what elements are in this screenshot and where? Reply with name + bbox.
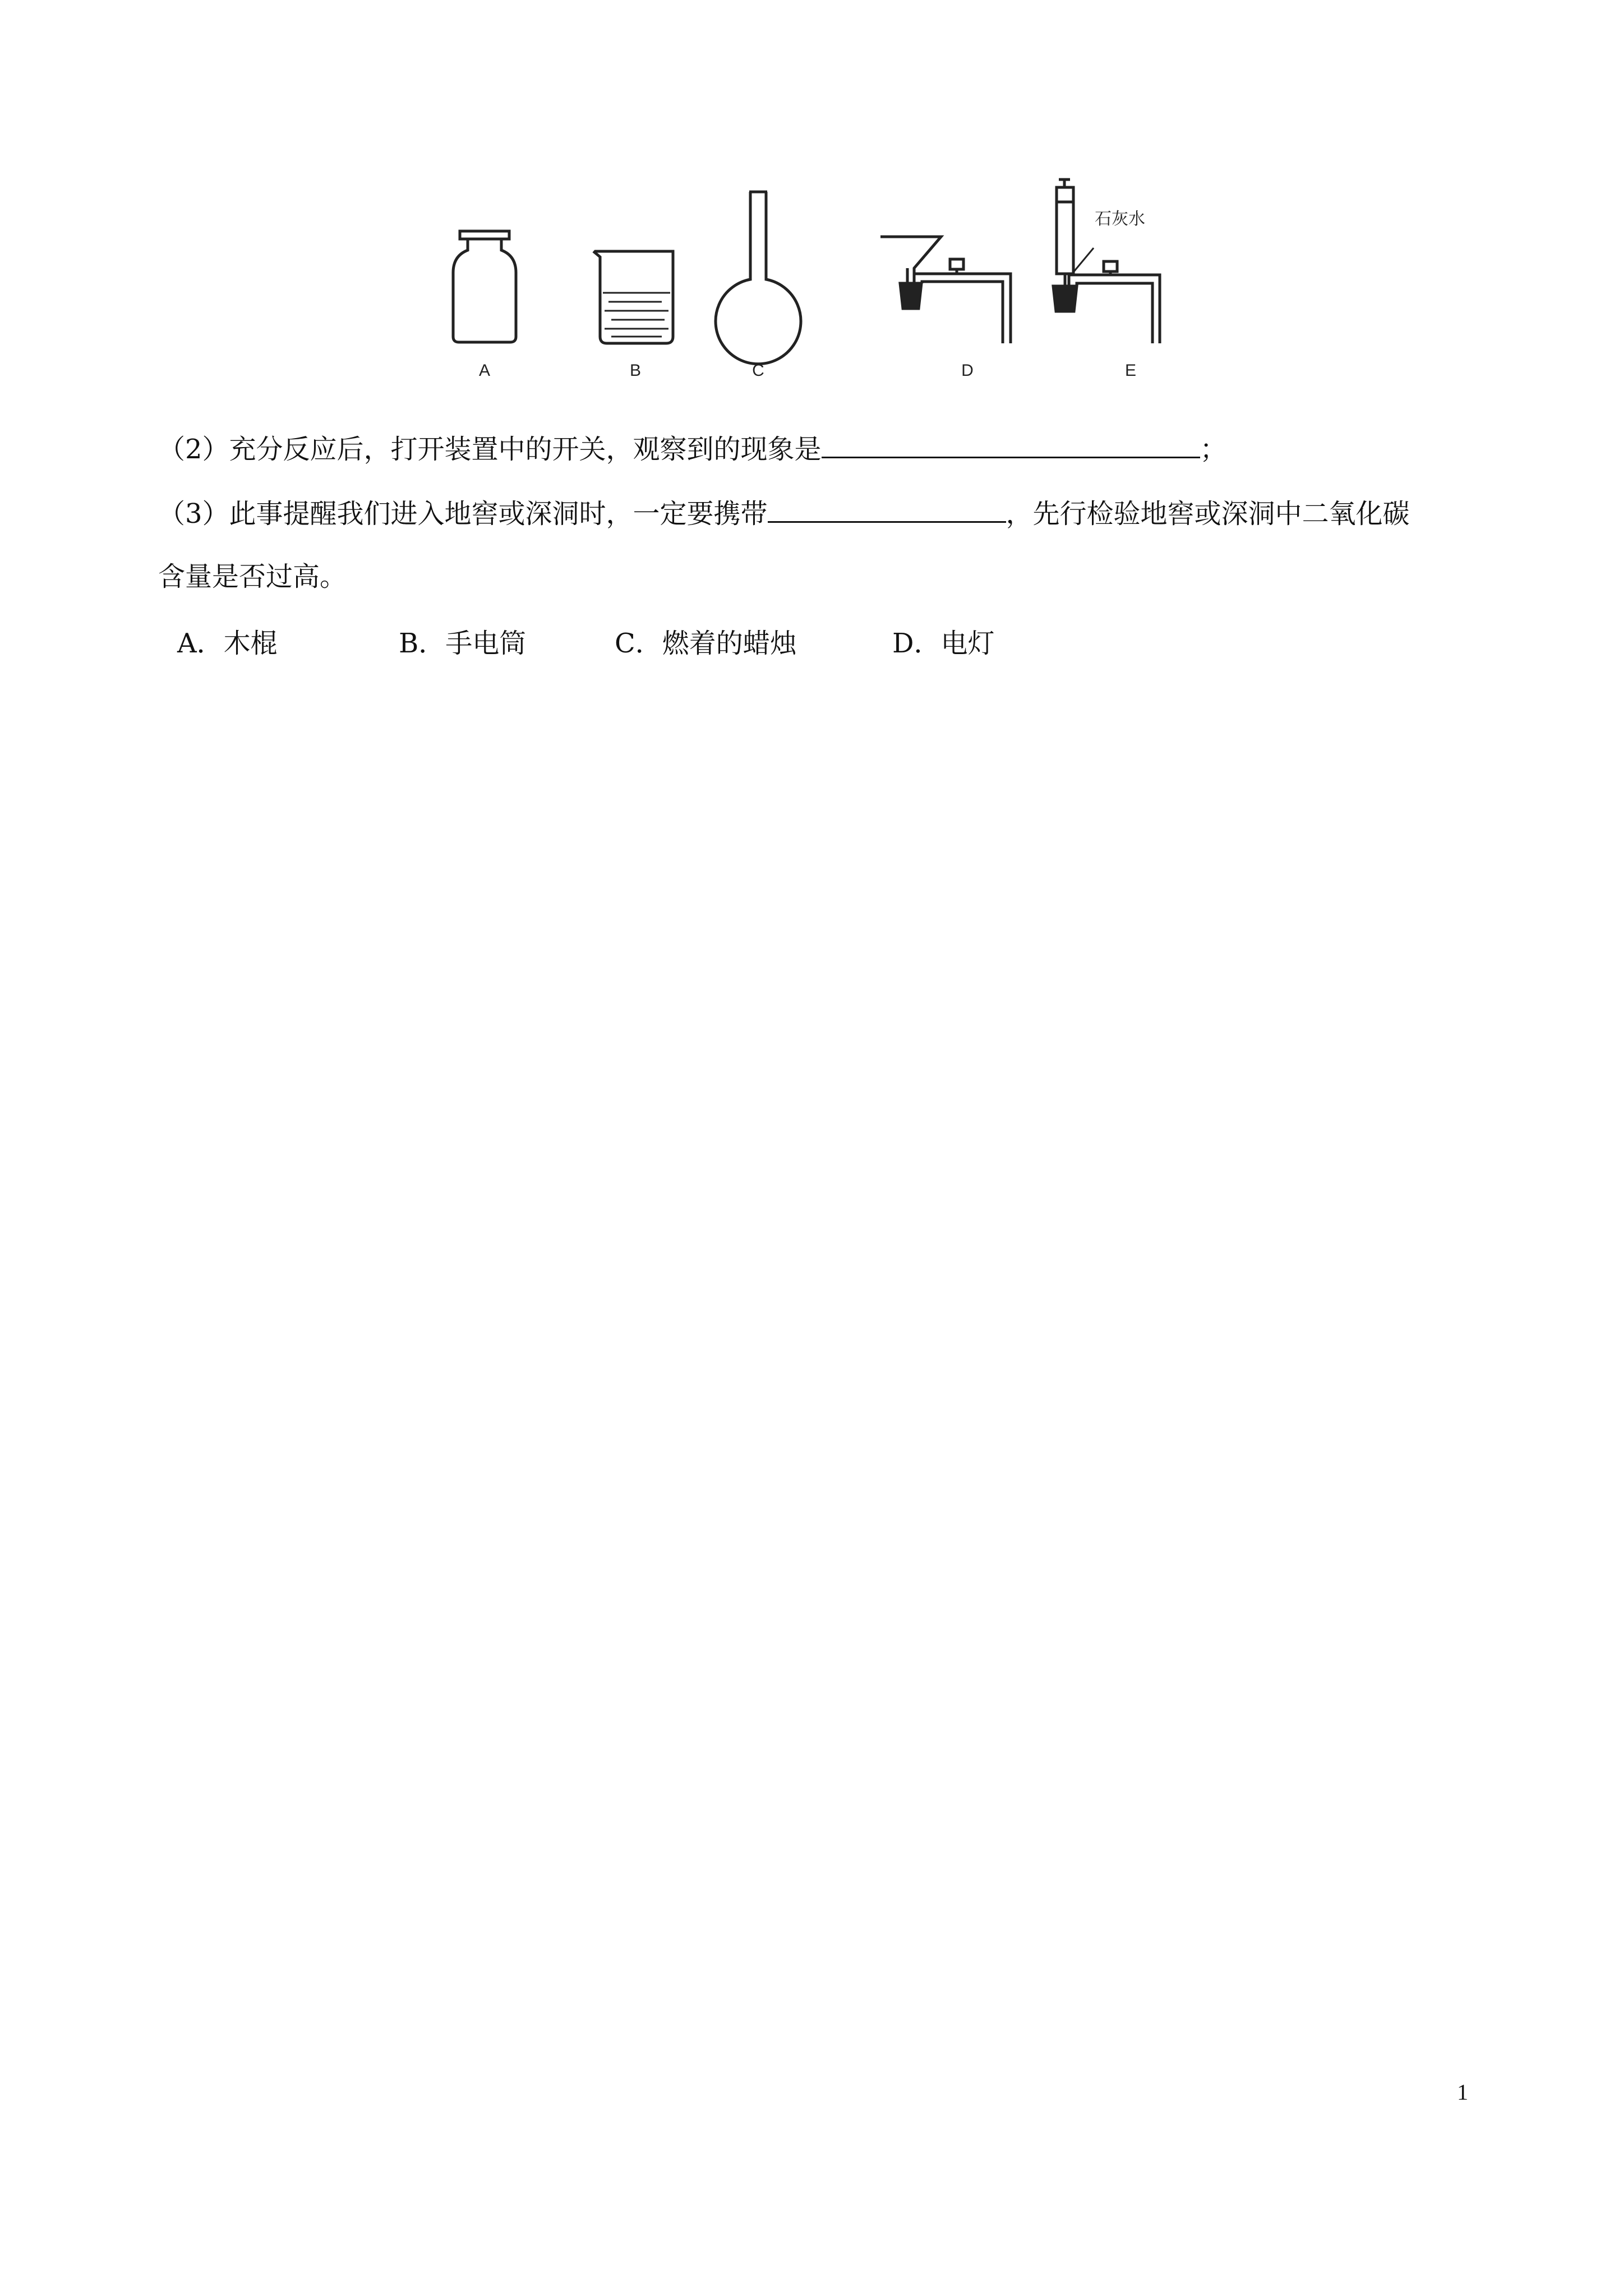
funnel-apparatus-icon bbox=[880, 237, 1011, 343]
answer-blank-3[interactable] bbox=[768, 495, 1006, 523]
option-c[interactable]: C．燃着的蜡烛 bbox=[615, 628, 797, 659]
question-3-continued bbox=[158, 560, 347, 593]
option-a[interactable]: A．木棍 bbox=[177, 628, 278, 659]
beaker-icon bbox=[593, 251, 673, 343]
option-b[interactable]: B．手电筒 bbox=[399, 628, 527, 659]
question-2 bbox=[158, 431, 1227, 466]
label-e: E bbox=[1124, 361, 1137, 380]
reagent-bottle-icon bbox=[453, 231, 516, 342]
flask-icon bbox=[716, 192, 801, 364]
apparatus-figure bbox=[426, 168, 1211, 393]
label-b: B bbox=[629, 361, 642, 380]
label-d: D bbox=[961, 361, 974, 380]
question-3-text-a: （3）此事提醒我们进入地窖或深洞时，一定要携带 bbox=[158, 498, 768, 530]
answer-blank-2[interactable] bbox=[822, 431, 1200, 458]
apparatus-drawing bbox=[426, 168, 1211, 393]
question-3-text-c: 含量是否过高。 bbox=[158, 561, 347, 592]
label-c: C bbox=[752, 361, 764, 380]
page-number: 1 bbox=[1457, 2079, 1468, 2105]
question-3 bbox=[158, 495, 1410, 531]
question-2-text: （2）充分反应后，打开装置中的开关，观察到的现象是 bbox=[158, 434, 822, 465]
question-2-end: ； bbox=[1200, 434, 1227, 465]
question-3-text-b: ，先行检验地窖或深洞中二氧化碳 bbox=[1006, 498, 1410, 530]
label-a: A bbox=[478, 361, 491, 380]
limewater-label: 石灰水 bbox=[1095, 209, 1145, 229]
option-d[interactable]: D．电灯 bbox=[892, 628, 995, 659]
syringe-apparatus-icon bbox=[1053, 180, 1160, 343]
